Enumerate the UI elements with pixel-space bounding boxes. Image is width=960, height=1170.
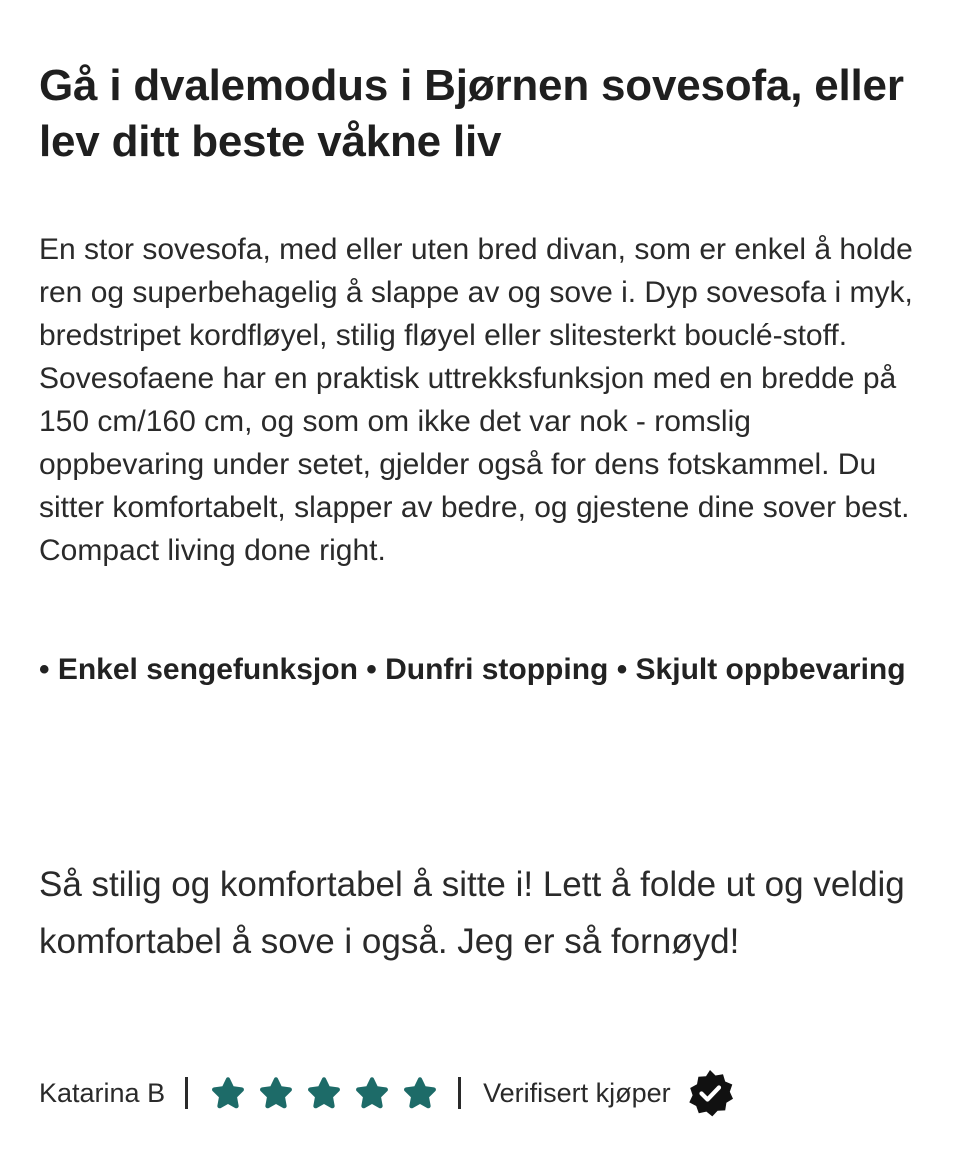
verified-label: Verifisert kjøper — [483, 1077, 671, 1108]
star-icon — [304, 1073, 344, 1113]
review-quote: Så stilig og komfortabel å sitte i! Lett å folde ut og veldig komfortabel å sove i også. Jeg er så fornøyd! — [39, 865, 905, 961]
product-title: Gå i dvalemodus i Bjørnen sovesofa, eller lev ditt beste våkne liv — [39, 61, 904, 166]
reviewer-name: Katarina B — [39, 1077, 166, 1108]
star-icon — [352, 1073, 392, 1113]
star-rating — [208, 1073, 440, 1113]
star-icon — [256, 1073, 296, 1113]
divider — [458, 1077, 461, 1109]
verified-badge-icon — [685, 1068, 735, 1118]
review-meta — [39, 1068, 735, 1118]
product-features: • Enkel sengefunksjon • Dunfri stopping • Skjult oppbevaring — [39, 653, 906, 686]
product-description: En stor sovesofa, med eller uten bred divan, som er enkel å holde ren og superbehagelig å slappe av og sove i. Dyp sovesofa i myk, bredstripet kordfløyel, stilig fløyel eller slitesterkt bouclé-stoff. Sovesofaene har en praktisk uttrekksfunksjon med en bredde på 150 cm/160 cm, og som om ikke det var nok - romslig oppbevaring under setet, gjelder også for dens fotskammel. Du sitter komfortabelt, slapper av bedre, og gjestene dine sover best. Compact living done right. — [39, 233, 913, 567]
star-icon — [208, 1073, 248, 1113]
star-icon — [400, 1073, 440, 1113]
divider — [185, 1077, 188, 1109]
